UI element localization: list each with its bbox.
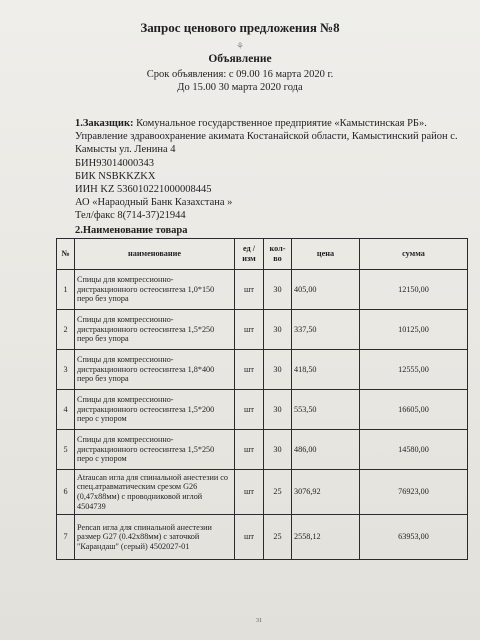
row-price: 418,50 bbox=[292, 350, 360, 390]
table-row bbox=[57, 430, 468, 470]
row-unit: шт bbox=[235, 470, 264, 515]
section-goods-heading: 2.Наименование товара bbox=[75, 225, 188, 236]
row-price: 405,00 bbox=[292, 270, 360, 310]
stamp-mark: ⚘ bbox=[236, 41, 245, 51]
customer-description bbox=[75, 117, 470, 157]
row-sum: 16605,00 bbox=[360, 390, 468, 430]
row-sum: 14580,00 bbox=[360, 430, 468, 470]
customer-phone: Тел/факс 8(714-37)21944 bbox=[75, 210, 186, 222]
announcement-heading: Объявление bbox=[208, 53, 272, 65]
row-sum: 10125,00 bbox=[360, 310, 468, 350]
row-name: Спицы для компрессионно-дистракционного остеосинтеза 1,5*250 перо без упора bbox=[75, 310, 235, 350]
table-row bbox=[57, 270, 468, 310]
deadline-block bbox=[0, 68, 480, 94]
row-unit: шт bbox=[235, 515, 264, 560]
row-num: 3 bbox=[57, 350, 75, 390]
row-price: 553,50 bbox=[292, 390, 360, 430]
header-qty: кол-во bbox=[264, 239, 292, 270]
row-num: 6 bbox=[57, 470, 75, 515]
goods-table bbox=[56, 238, 468, 560]
row-qty: 30 bbox=[264, 270, 292, 310]
row-price: 337,50 bbox=[292, 310, 360, 350]
header-num: № bbox=[57, 239, 75, 270]
customer-bank: АО «Нараодный Банк Казахстана » bbox=[75, 197, 233, 209]
row-unit: шт bbox=[235, 350, 264, 390]
customer-label: 1.Заказщик: bbox=[75, 118, 134, 129]
row-unit: шт bbox=[235, 430, 264, 470]
row-num: 4 bbox=[57, 390, 75, 430]
row-sum: 76923,00 bbox=[360, 470, 468, 515]
row-qty: 25 bbox=[264, 515, 292, 560]
customer-bin: БИН93014000343 bbox=[75, 157, 154, 169]
table-header-row bbox=[57, 239, 468, 270]
row-qty: 30 bbox=[264, 430, 292, 470]
table-row bbox=[57, 390, 468, 430]
customer-block bbox=[75, 117, 470, 223]
document-title: Запрос ценового предложения №8 bbox=[140, 20, 340, 35]
row-name: Спицы для компрессионно-дистракционного остеосинтеза 1,0*150 перо без упора bbox=[75, 270, 235, 310]
header-name: наименование bbox=[75, 239, 235, 270]
row-unit: шт bbox=[235, 310, 264, 350]
row-price: 486,00 bbox=[292, 430, 360, 470]
row-price: 3076,92 bbox=[292, 470, 360, 515]
row-qty: 30 bbox=[264, 310, 292, 350]
header-sum: сумма bbox=[360, 239, 468, 270]
customer-bik: БИК NSBKKZKX bbox=[75, 170, 156, 182]
row-num: 7 bbox=[57, 515, 75, 560]
row-name: Спицы для компрессионно-дистракционного остеосинтеза 1,5*200 перо с упором bbox=[75, 390, 235, 430]
row-price: 2558,12 bbox=[292, 515, 360, 560]
header-price: цена bbox=[292, 239, 360, 270]
row-num: 5 bbox=[57, 430, 75, 470]
customer-text: Комунальное государственное предприятие «Камыстинская РБ». Управление здравоохранение акимата Костанайской области, Камыстинский район с. Камысты ул. Ленина 4 bbox=[75, 118, 458, 156]
row-name: Спицы для компрессионно-дистракционного остеосинтеза 1,5*250 перо с упором bbox=[75, 430, 235, 470]
table-row bbox=[57, 515, 468, 560]
row-qty: 30 bbox=[264, 390, 292, 430]
row-name: Atraucan игла для спинальной анестезии со спец.атравматическим срезом G26 (0,47x88мм) с проводниковой иглой 4504739 bbox=[75, 470, 235, 515]
row-name: Спицы для компрессионно-дистракционного остеосинтеза 1,8*400 перо без упора bbox=[75, 350, 235, 390]
row-num: 1 bbox=[57, 270, 75, 310]
row-sum: 12150,00 bbox=[360, 270, 468, 310]
page-number: 31 bbox=[256, 618, 262, 624]
row-unit: шт bbox=[235, 390, 264, 430]
table-row bbox=[57, 310, 468, 350]
row-num: 2 bbox=[57, 310, 75, 350]
row-qty: 30 bbox=[264, 350, 292, 390]
deadline-line-2: До 15.00 30 марта 2020 года bbox=[177, 82, 303, 93]
row-name: Pencan игла для спинальной анестезии размер G27 (0.42x88мм) с заточкой "Карандаш" (серый) 4502027-01 bbox=[75, 515, 235, 560]
table-row bbox=[57, 470, 468, 515]
header-unit: ед /изм bbox=[235, 239, 264, 270]
customer-iin: ИИН KZ 536010221000008445 bbox=[75, 184, 212, 196]
row-qty: 25 bbox=[264, 470, 292, 515]
row-sum: 63953,00 bbox=[360, 515, 468, 560]
row-unit: шт bbox=[235, 270, 264, 310]
table-row bbox=[57, 350, 468, 390]
deadline-line-1: Срок объявления: с 09.00 16 марта 2020 г. bbox=[146, 69, 334, 80]
row-sum: 12555,00 bbox=[360, 350, 468, 390]
